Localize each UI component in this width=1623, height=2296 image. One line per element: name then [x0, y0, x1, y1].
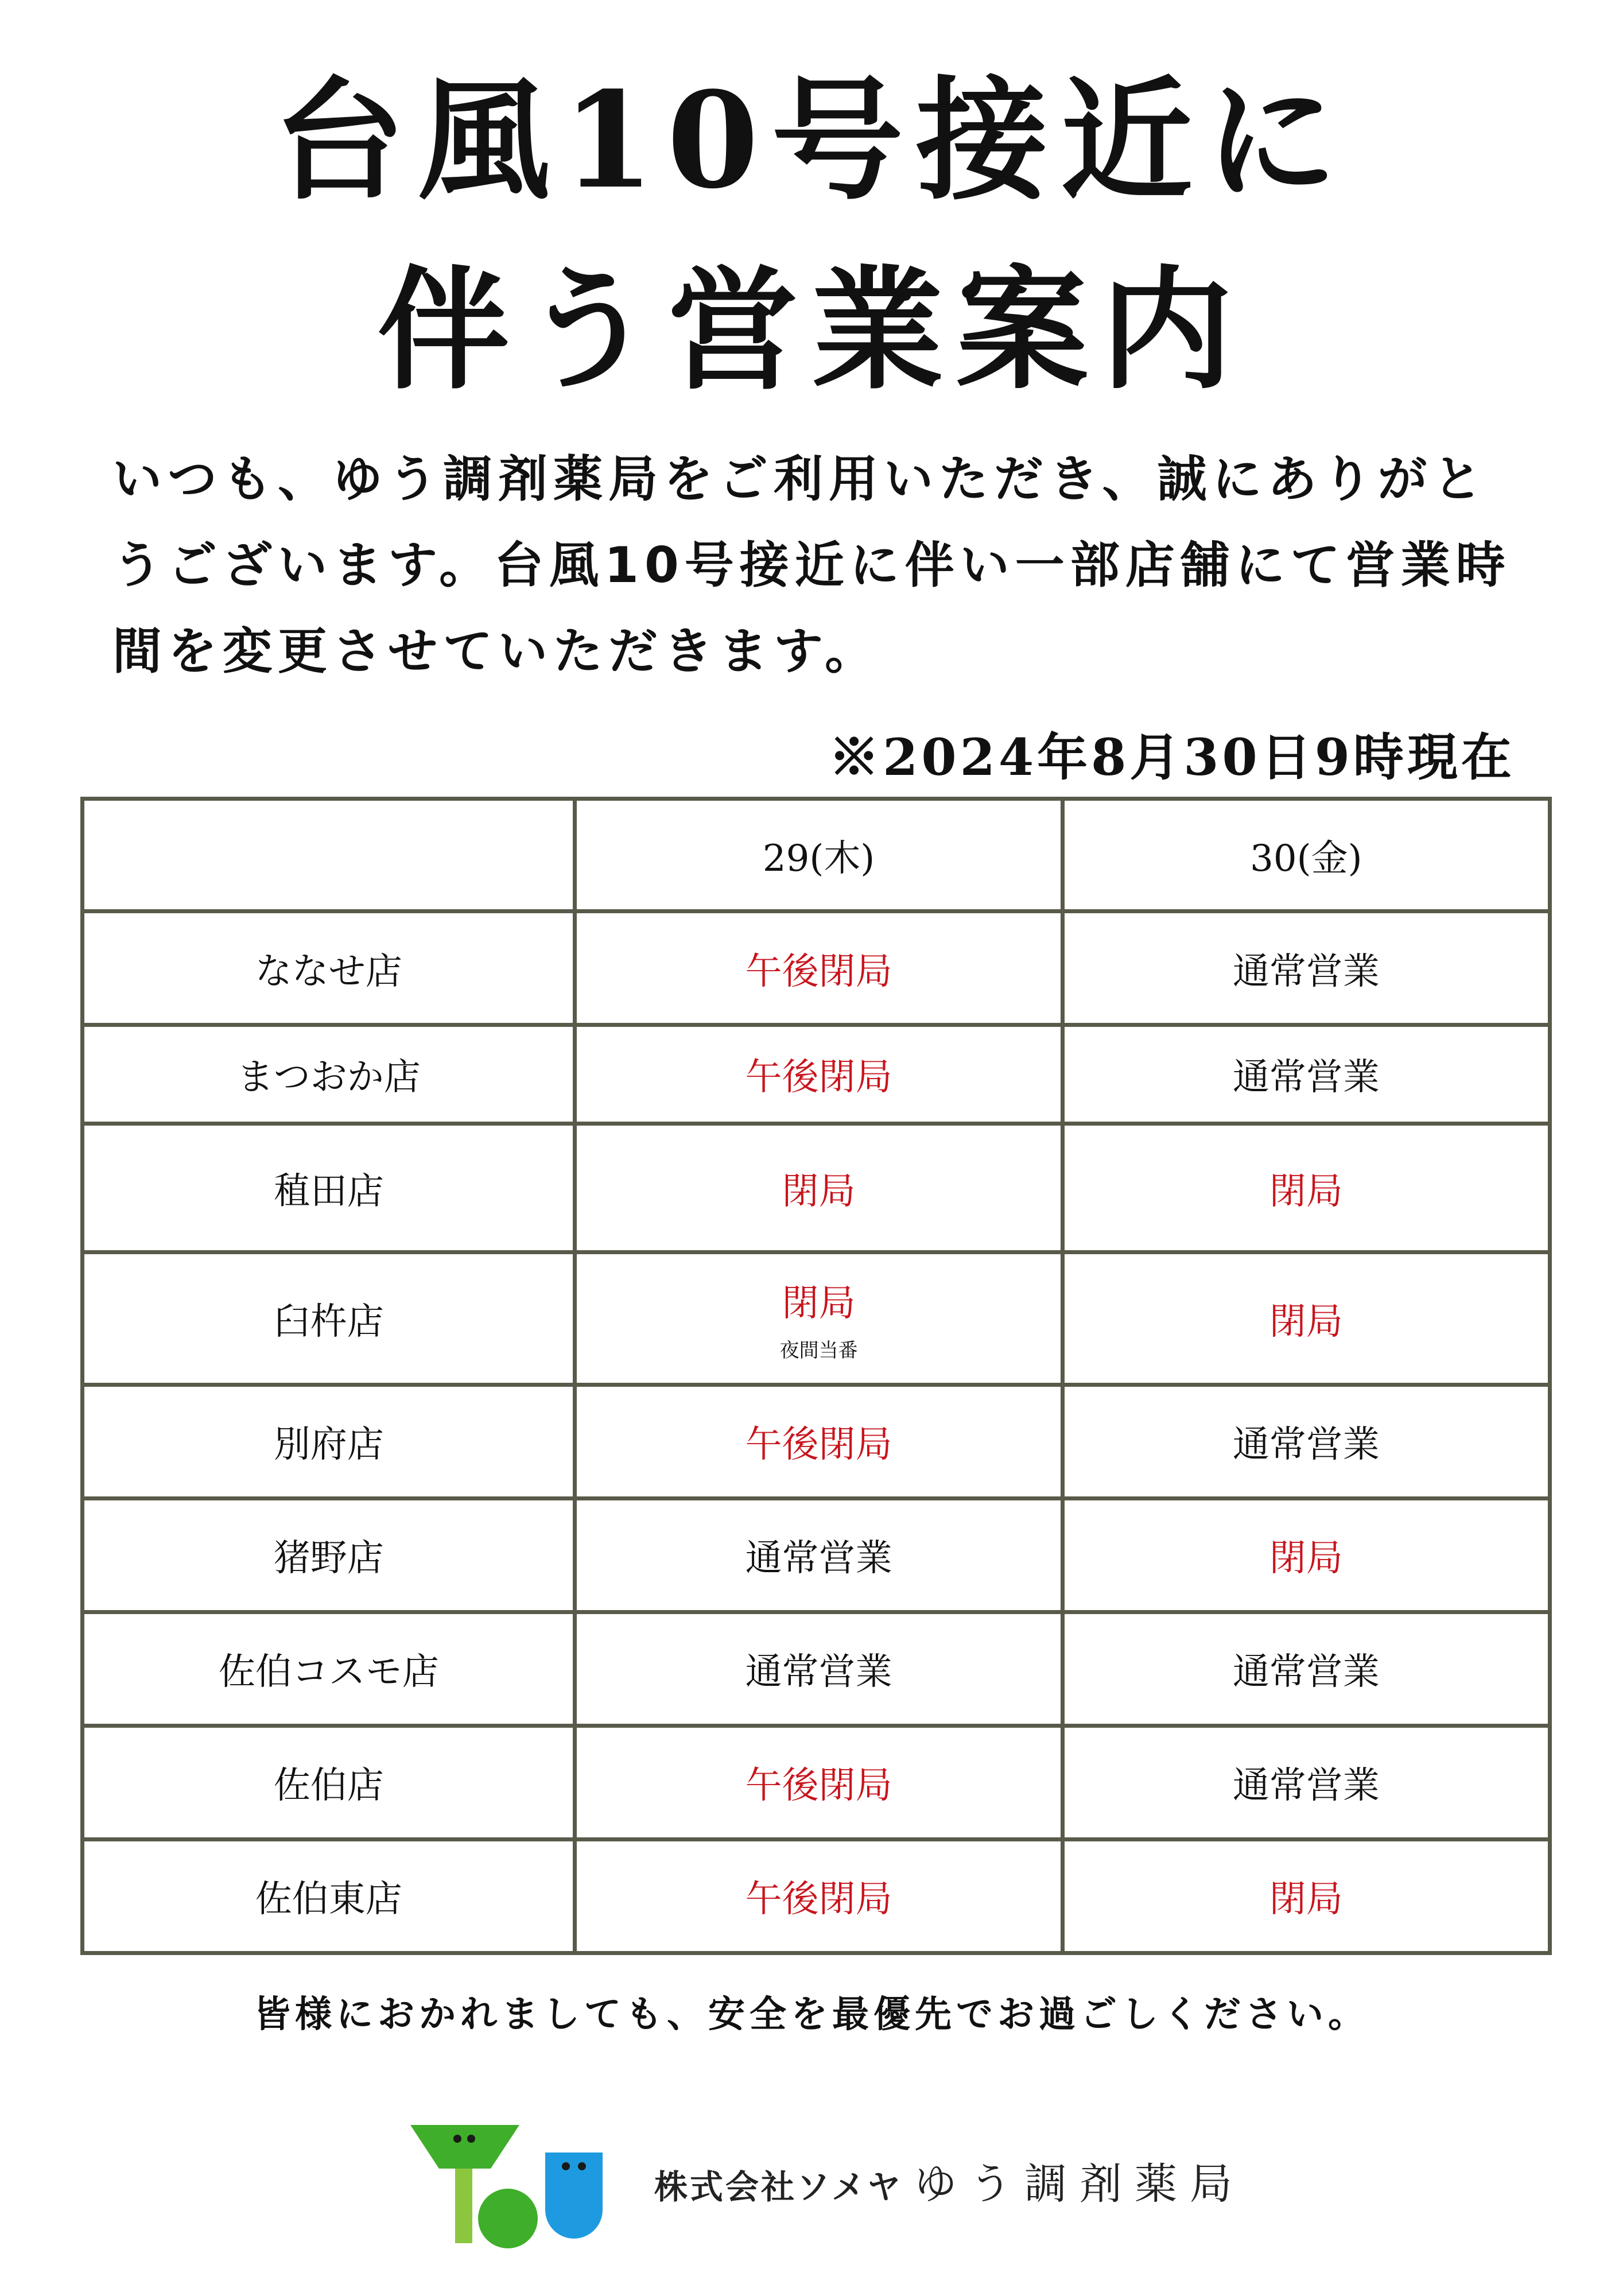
status-day1 — [575, 1839, 1062, 1953]
status-day1 — [575, 1498, 1062, 1612]
table-row — [83, 1839, 1550, 1953]
store-name: ななせ店 — [83, 912, 575, 1025]
header-day2: 30(金) — [1062, 799, 1550, 912]
status-day1-label: 午後閉局 — [745, 1056, 892, 1099]
table-row — [83, 1725, 1550, 1839]
store-name: 別府店 — [83, 1384, 575, 1498]
status-day2 — [1062, 1839, 1550, 1953]
store-name: まつおか店 — [83, 1025, 575, 1124]
status-day1 — [575, 1025, 1062, 1124]
company-label: 株式会社ソメヤ — [654, 2167, 903, 2206]
store-name: 稙田店 — [83, 1123, 575, 1252]
intro-line-1: いつも、ゆう調剤薬局をご利用いただき、誠にありがと — [112, 451, 1488, 508]
status-day2-label: 閉局 — [1269, 1300, 1343, 1343]
status-day2-label: 閉局 — [1269, 1170, 1343, 1213]
header-day1: 29(木) — [575, 799, 1062, 912]
brand-name: ゆう調剤薬局 — [914, 2159, 1245, 2209]
table-row — [83, 1252, 1550, 1384]
page-title-line-1: 台風10号接近に — [273, 63, 1350, 218]
page-title-line-2: 伴う営業案内 — [377, 253, 1245, 408]
status-day1-label: 午後閉局 — [745, 1764, 892, 1808]
status-day2-label: 通常営業 — [1232, 950, 1380, 993]
table-row — [83, 1498, 1550, 1612]
table-row — [83, 1123, 1550, 1252]
footer-message: 皆様におかれましても、安全を最優先でお過ごしください。 — [254, 1994, 1369, 2036]
status-day2-label: 通常営業 — [1232, 1764, 1380, 1808]
header-store — [83, 799, 575, 912]
status-day1 — [575, 1725, 1062, 1839]
status-day2 — [1062, 1252, 1550, 1384]
status-day2-label: 通常営業 — [1232, 1424, 1380, 1467]
store-name: 佐伯店 — [83, 1725, 575, 1839]
store-name: 猪野店 — [83, 1498, 575, 1612]
store-name: 佐伯東店 — [83, 1839, 575, 1953]
status-day1 — [575, 1252, 1062, 1384]
status-day2 — [1062, 1025, 1550, 1124]
status-day2 — [1062, 1725, 1550, 1839]
status-day1-label: 午後閉局 — [745, 1878, 892, 1921]
store-name: 佐伯コスモ店 — [83, 1612, 575, 1725]
table-row — [83, 1384, 1550, 1498]
company-name — [654, 2159, 1245, 2209]
status-day2-label: 閉局 — [1269, 1537, 1343, 1580]
status-day1 — [575, 1384, 1062, 1498]
table-row — [83, 1612, 1550, 1725]
table-row — [83, 1025, 1550, 1124]
status-day2-label: 通常営業 — [1232, 1651, 1380, 1694]
status-day1 — [575, 1612, 1062, 1725]
status-day1-label: 午後閉局 — [745, 1424, 892, 1467]
status-day1-label: 閉局 — [782, 1170, 856, 1213]
status-day2 — [1062, 1123, 1550, 1252]
as-of-timestamp: ※2024年8月30日9時現在 — [829, 727, 1515, 787]
status-day2 — [1062, 1498, 1550, 1612]
schedule-body — [83, 912, 1550, 1953]
status-day1 — [575, 1123, 1062, 1252]
status-day2-label: 通常営業 — [1232, 1056, 1380, 1099]
status-day1-note: 夜間当番 — [779, 1339, 858, 1363]
you-logo-icon — [405, 2118, 611, 2250]
status-day1-label: 通常営業 — [745, 1537, 892, 1580]
table-header-row — [83, 799, 1550, 912]
store-name: 臼杵店 — [83, 1252, 575, 1384]
status-day1-label: 閉局 — [782, 1282, 856, 1325]
status-day2-label: 閉局 — [1269, 1878, 1343, 1921]
status-day1-label: 通常営業 — [745, 1651, 892, 1694]
status-day1 — [575, 912, 1062, 1025]
intro-line-2: うございます。台風10号接近に伴い一部店舗にて営業時 — [112, 537, 1511, 594]
intro-line-3: 間を変更させていただきます。 — [112, 623, 880, 680]
status-day2 — [1062, 1384, 1550, 1498]
table-row — [83, 912, 1550, 1025]
status-day2 — [1062, 1612, 1550, 1725]
status-day1-label: 午後閉局 — [745, 950, 892, 993]
status-day2 — [1062, 912, 1550, 1025]
schedule-table — [80, 797, 1552, 1955]
